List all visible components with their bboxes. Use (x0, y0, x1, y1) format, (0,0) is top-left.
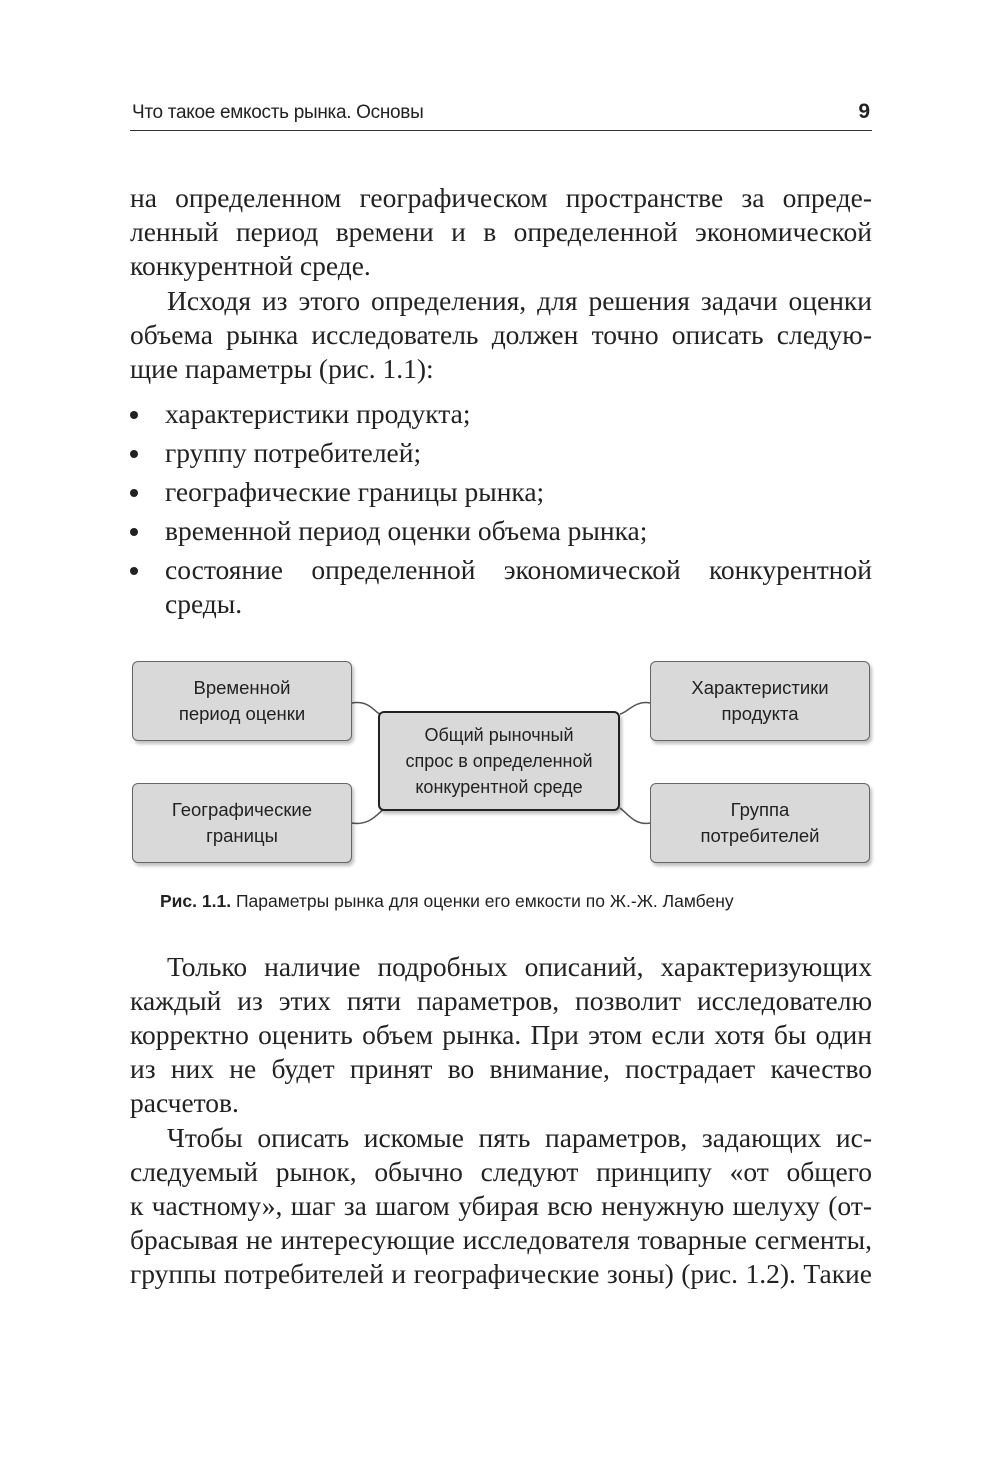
node-product-characteristics (650, 661, 870, 741)
list-item (130, 436, 872, 470)
text-line: географические границы рынка; (165, 476, 545, 507)
text-line: характеристики продукта; (165, 398, 471, 429)
node-line: потребителей (700, 825, 820, 846)
paragraph-1 (130, 181, 872, 283)
list-item (130, 475, 872, 509)
market-parameters-diagram (130, 658, 875, 868)
running-title: Что такое емкость рынка. Основы (132, 102, 424, 123)
text-line: состояние определенной экономической конкурентной (165, 554, 872, 585)
text-line: группу потребителей; (165, 437, 422, 468)
connector-line (352, 808, 385, 823)
text-line: на определенном географическом пространстве за опреде- (130, 182, 872, 213)
node-time-period (132, 661, 352, 741)
node-consumer-group (650, 783, 870, 863)
paragraph-2 (130, 284, 872, 386)
text-line: конкурентной среде. (130, 250, 371, 281)
connector-line (620, 703, 650, 714)
text-line: расчетов. (130, 1087, 239, 1118)
text-line: щие параметры (рис. 1.1): (130, 353, 434, 384)
paragraph-3 (130, 950, 872, 1120)
node-line: Характеристики (691, 677, 829, 698)
list-item (130, 397, 872, 431)
node-geographic-borders (132, 783, 352, 863)
text-line: Чтобы описать искомые пять параметров, задающих ис- (167, 1122, 872, 1153)
page-number: 9 (858, 100, 870, 123)
node-line: Географические (171, 799, 313, 820)
text-line: из них не будет принят во внимание, пострадает качество (130, 1053, 872, 1084)
text-line: корректно оценить объем рынка. При этом если хотя бы один (130, 1019, 872, 1050)
node-line: Временной (193, 677, 291, 698)
node-line: продукта (721, 703, 799, 724)
node-line: Общий рыночный (424, 725, 574, 745)
node-line: период оценки (178, 703, 306, 724)
text-line: группы потребителей и географические зоны) (рис. 1.2). Такие (130, 1258, 872, 1289)
node-line: спрос в определенной (405, 751, 593, 771)
text-line: каждый из этих пяти параметров, позволит исследователю (130, 985, 872, 1016)
node-total-demand (378, 711, 620, 811)
list-item (130, 553, 872, 621)
connector-line (620, 808, 650, 823)
figure-caption (160, 891, 860, 912)
text-line: к частному», шаг за шагом убирая всю ненужную шелуху (от- (130, 1190, 872, 1221)
text-line: среды. (165, 588, 243, 619)
paragraph-4 (130, 1121, 872, 1291)
node-line: конкурентной среде (415, 777, 583, 797)
text-line: следуемый рынок, обычно следуют принципу «от общего (130, 1156, 872, 1187)
text-line: брасывая не интересующие исследователя товарные сегменты, (130, 1224, 872, 1255)
node-line: границы (206, 825, 278, 846)
text-line: временной период оценки объема рынка; (165, 515, 648, 546)
text-line: объема рынка исследователь должен точно описать следую- (130, 319, 872, 350)
caption-label: Рис. 1.1. (160, 891, 232, 911)
text-line: Исходя из этого определения, для решения задачи оценки (167, 285, 872, 316)
text-line: Только наличие подробных описаний, характеризующих (167, 951, 872, 982)
text-line: ленный период времени и в определенной экономической (130, 216, 872, 247)
list-item (130, 514, 872, 548)
connector-line (352, 703, 380, 714)
caption-text: Параметры рынка для оценки его емкости по Ж.-Ж. Ламбену (235, 891, 734, 911)
node-line: Группа (730, 799, 790, 820)
page-header (130, 100, 872, 131)
parameters-list (130, 397, 872, 626)
